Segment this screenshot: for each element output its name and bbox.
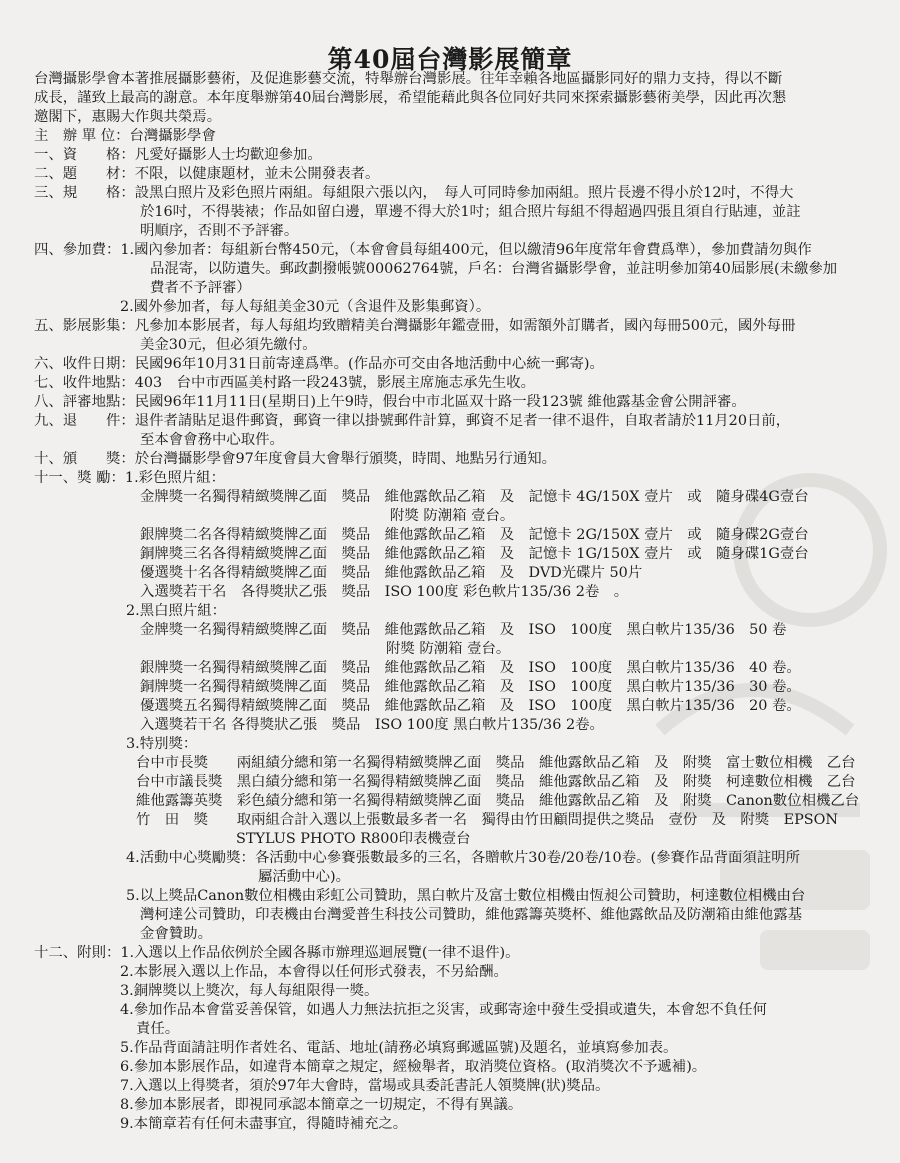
- section-3-spec-line-2: 於16吋，不得裝裱；作品如留白邊，單邊不得大於1吋；組合照片每組不得超過四張且須自行貼連，並註: [140, 204, 801, 220]
- section-12-rule-9: 9.本簡章若有任何未盡事宜，得隨時補充之。: [120, 1116, 408, 1132]
- section-12-rule-1: 十二、附則：1.入選以上作品依例於全國各縣市辦理巡迴展覽(一律不退件)。: [34, 945, 520, 961]
- sponsor-line-1: 5.以上獎品Canon數位相機由彩虹公司贊助，黑白軟片及富士數位相機由恆昶公司贊助，柯達數位相機由台: [126, 888, 806, 904]
- color-silver-award: 銀牌獎二名各得精緻獎牌乙面 獎品 維他露飲品乙箱 及 記憶卡 2G/150X 壹片 或 隨身碟2G壹台: [140, 527, 809, 543]
- bw-group-heading: 2.黑白照片組：: [126, 603, 227, 619]
- section-8-judging: 八、評審地點：民國96年11月11日(星期日)上午9時，假台中市北區双十路一段123號 維他露基金會公開評審。: [34, 394, 746, 410]
- bw-selected-award: 入選獎若干名 各得獎狀乙張 獎品 ISO 100度 黑白軟片135/36 2卷。: [140, 717, 604, 733]
- special-speaker-award: 台中市議長獎 黑白績分總和第一名獨得精緻獎牌乙面 獎品 維他露飲品乙箱 及 附獎 柯達數位相機 乙台: [136, 774, 856, 790]
- section-10-ceremony: 十、頒 獎：於台灣攝影學會97年度會員大會舉行頒獎，時間、地點另行通知。: [34, 451, 556, 467]
- section-12-rule-4-cont: 責任。: [136, 1021, 180, 1037]
- special-awards-heading: 3.特別獎：: [126, 736, 198, 752]
- intro-line-3: 邀閣下，惠賜大作與共榮焉。: [34, 109, 222, 125]
- section-12-rule-4: 4.參加作品本會當妥善保管，如遇人力無法抗拒之災害，或郵寄途中發生受損或遺失，本會恕不負任何: [120, 1002, 767, 1018]
- section-12-rule-5: 5.作品背面請註明作者姓名、電話、地址(請務必填寫郵遞區號)及題名，並填寫參加表。: [120, 1040, 678, 1056]
- section-5-album-line-1: 五、影展影集：凡參加本影展者，每人每組均致贈精美台灣攝影年鑑壹冊，如需額外訂購者，國內每冊500元，國外每冊: [34, 318, 796, 334]
- bw-merit-award: 優選獎五名獨得精緻獎牌乙面 獎品 維他露飲品乙箱 及 ISO 100度 黑白軟片135/36 20 卷。: [140, 698, 801, 714]
- section-12-rule-2: 2.本影展入選以上作品，本會得以任何形式發表，不另給酬。: [120, 964, 508, 980]
- sponsor-line-2: 灣柯達公司贊助，印表機由台灣愛普生科技公司贊助，維他露籌英獎杯、維他露飲品及防潮箱由維他露基: [140, 907, 802, 923]
- center-award-line-2: 屬活動中心)。: [258, 869, 350, 885]
- section-3-spec-line-3: 明順序，否則不予評審。: [140, 223, 299, 239]
- section-4-fee-line-2: 品混寄，以防遺失。郵政劃撥帳號00062764號，戶名：台灣省攝影學會，並註明參加第40屆影展(未繳參加: [150, 261, 838, 277]
- color-merit-award: 優選獎十名各得精緻獎牌乙面 獎品 維他露飲品乙箱 及 DVD光碟片 50片: [140, 565, 643, 581]
- section-12-rule-7: 7.入選以上得獎者，須於97年大會時，當場或具委託書託人領獎牌(狀)獎品。: [120, 1078, 610, 1094]
- section-1-eligibility: 一、資 格：凡愛好攝影人士均歡迎參加。: [34, 147, 322, 163]
- bw-silver-award: 銀牌獎一名獨得精緻獎牌乙面 獎品 維他露飲品乙箱 及 ISO 100度 黑白軟片135/36 40 卷。: [140, 660, 801, 676]
- section-5-album-line-2: 美金30元，但必須先繳付。: [140, 337, 317, 353]
- color-selected-award: 入選獎若干名 各得獎狀乙張 獎品 ISO 100度 彩色軟片135/36 2卷 。: [140, 584, 629, 600]
- section-3-spec-line-1: 三、規 格：設黑白照片及彩色照片兩組。每組限六張以內， 每人可同時參加兩組。照片長邊不得小於12吋，不得大: [34, 185, 794, 201]
- section-12-rule-8: 8.參加本影展者，即視同承認本簡章之一切規定，不得有異議。: [120, 1097, 523, 1113]
- section-12-rule-6: 6.參加本影展作品，如違背本簡章之規定，經檢舉者，取消獎位資格。(取消獎次不予遞補)。: [120, 1059, 707, 1075]
- section-7-address: 七、收件地點：403 台中市西區美村路一段243號，影展主席施志承先生收。: [34, 375, 536, 391]
- section-9-return-line-2: 至本會會務中心取件。: [140, 432, 284, 448]
- special-mayor-award: 台中市長獎 兩組績分總和第一名獨得精緻獎牌乙面 獎品 維他露飲品乙箱 及 附獎 富士數位相機 乙台: [136, 755, 856, 771]
- special-vitalon-award: 維他露籌英獎 彩色績分總和第一名獨得精緻獎牌乙面 獎品 維他露飲品乙箱 及 附獎 Canon數位相機乙台: [136, 793, 860, 809]
- section-4-fee-line-4: 2.國外參加者，每人每組美金30元（含退件及影集郵資）。: [120, 299, 491, 315]
- color-bronze-award: 銅牌獎三名各得精緻獎牌乙面 獎品 維他露飲品乙箱 及 記憶卡 1G/150X 壹片 或 隨身碟1G壹台: [140, 546, 809, 562]
- section-12-rule-3: 3.銅牌獎以上獎次，每人每組限得一獎。: [120, 983, 379, 999]
- color-gold-extra: 附獎 防潮箱 壹台。: [390, 508, 515, 524]
- sponsor-line-3: 金會贊助。: [140, 926, 212, 942]
- section-2-subject: 二、題 材：不限，以健康題材，並未公開發表者。: [34, 166, 380, 182]
- section-4-fee-line-1: 四、參加費：1.國內參加者：每組新台幣450元，（本會會員每組400元，但以繳清96年度常年會費爲準），參加費請勿與作: [34, 242, 812, 258]
- section-4-fee-line-3: 費者不予評審）: [150, 280, 251, 296]
- page-title: 第40屆台灣影展簡章: [327, 45, 573, 74]
- special-takeda-extra: STYLUS PHOTO R800印表機壹台: [236, 831, 471, 847]
- intro-line-1: 台灣攝影學會本著推展攝影藝術，及促進影藝交流，特舉辦台灣影展。往年幸賴各地區攝影同好的鼎力支持，得以不斷: [34, 71, 783, 87]
- bw-gold-extra: 附獎 防潮箱 壹台。: [386, 641, 511, 657]
- bw-gold-award: 金牌獎一名獨得精緻獎牌乙面 獎品 維他露飲品乙箱 及 ISO 100度 黑白軟片135/36 50 卷: [140, 622, 787, 638]
- section-11-awards-heading: 十一、獎 勵：1.彩色照片組：: [34, 470, 225, 486]
- section-6-deadline: 六、收件日期：民國96年10月31日前寄達爲準。(作品亦可交由各地活動中心統一郵寄)。: [34, 356, 604, 372]
- color-gold-award: 金牌獎一名獨得精緻獎牌乙面 獎品 維他露飲品乙箱 及 記憶卡 4G/150X 壹片 或 隨身碟4G壹台: [140, 489, 809, 505]
- center-award-line-1: 4.活動中心獎勵獎：各活動中心參賽張數最多的三名，各贈軟片30卷/20卷/10卷。(參賽作品背面須註明所: [126, 850, 800, 866]
- special-takeda-award: 竹 田 獎 取兩組合計入選以上張數最多者一名 獨得由竹田顧問提供之獎品 壹份 及 附獎 EPSON: [136, 812, 839, 828]
- intro-line-2: 成長，謹致上最高的謝意。本年度舉辦第40屆台灣影展，希望能藉此與各位同好共同來探索攝影藝術美學，因此再次懇: [34, 90, 787, 106]
- organizer-line: 主 辦 單 位：台灣攝影學會: [34, 128, 216, 144]
- section-9-return-line-1: 九、退 件：退件者請貼足退件郵資，郵資一律以掛號郵件計算，郵資不足者一律不退件，自取者請於11月20日前，: [34, 413, 791, 429]
- bw-bronze-award: 銅牌獎一名獨得精緻獎牌乙面 獎品 維他露飲品乙箱 及 ISO 100度 黑白軟片135/36 30 卷。: [140, 679, 801, 695]
